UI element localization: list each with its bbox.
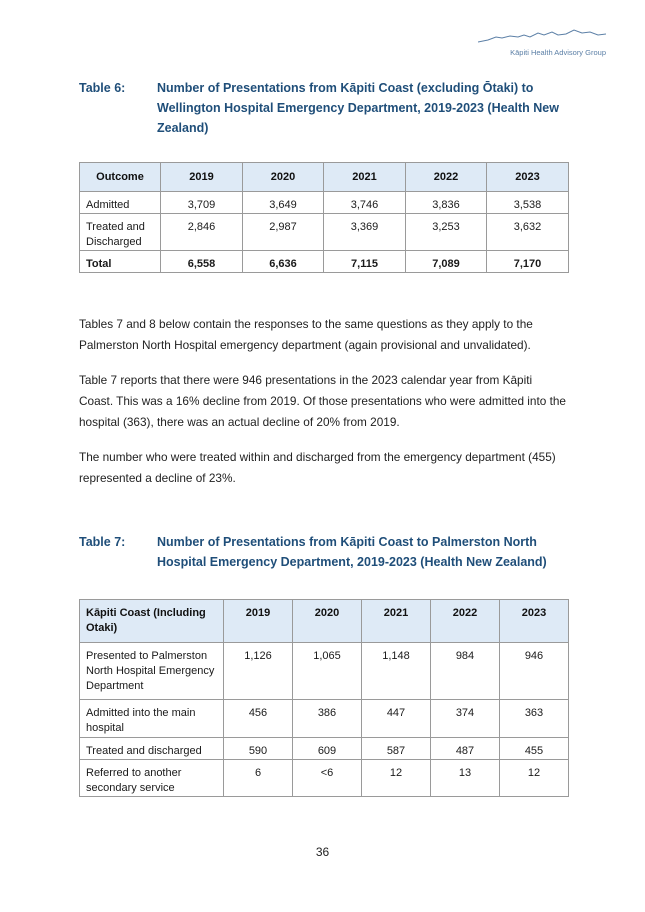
table-row-total <box>80 251 569 273</box>
column-header: 2021 <box>324 163 406 192</box>
row-label: Treated and Discharged <box>80 214 161 251</box>
table-cell: 7,170 <box>487 251 569 273</box>
table6-title: Number of Presentations from Kāpiti Coast (excluding Ōtaki) to Wellington Hospital Emergency Department, 2019-2023 (Health New Zealand) <box>157 81 559 135</box>
table-cell: 7,089 <box>406 251 487 273</box>
table-cell: 984 <box>431 643 500 700</box>
table-cell: 1,148 <box>362 643 431 700</box>
table-cell: 3,538 <box>487 192 569 214</box>
table6 <box>79 162 569 273</box>
table-cell: 946 <box>500 643 569 700</box>
table-cell: 447 <box>362 700 431 738</box>
table-row <box>80 643 569 700</box>
table-cell: 455 <box>500 738 569 760</box>
body-paragraph: Table 7 reports that there were 946 presentations in the 2023 calendar year from Kāpiti Coast. This was a 16% decline from 2019. Of those presentations who were admitted into the hospital (363), there was an actual decline of 20% from 2019. <box>79 373 566 429</box>
table-cell: 12 <box>500 760 569 797</box>
column-header: 2019 <box>224 600 293 643</box>
table7-label: Table 7: <box>79 535 126 549</box>
body-paragraph: The number who were treated within and discharged from the emergency department (455) represented a decline of 23%. <box>79 450 556 485</box>
table-cell: 3,649 <box>243 192 324 214</box>
mountain-line-icon <box>478 26 606 46</box>
table-cell: <6 <box>293 760 362 797</box>
table-row <box>80 760 569 797</box>
table-cell: 1,126 <box>224 643 293 700</box>
column-header: 2021 <box>362 600 431 643</box>
row-label: Presented to Palmerston North Hospital Emergency Department <box>80 643 224 700</box>
table-cell: 363 <box>500 700 569 738</box>
table-cell: 3,253 <box>406 214 487 251</box>
column-header: 2022 <box>406 163 487 192</box>
table6-label: Table 6: <box>79 81 126 95</box>
table-cell: 374 <box>431 700 500 738</box>
table-cell: 6,558 <box>161 251 243 273</box>
column-header: Outcome <box>80 163 161 192</box>
column-header: 2019 <box>161 163 243 192</box>
table-cell: 487 <box>431 738 500 760</box>
table-row <box>80 700 569 738</box>
page-number: 36 <box>315 845 330 859</box>
table-row <box>80 192 569 214</box>
body-paragraph: Tables 7 and 8 below contain the responses to the same questions as they apply to the Palmerston North Hospital emergency department (again provisional and unvalidated). <box>79 317 533 352</box>
table-cell: 456 <box>224 700 293 738</box>
table-cell: 3,369 <box>324 214 406 251</box>
row-label: Referred to another secondary service <box>80 760 224 797</box>
column-header: 2020 <box>243 163 324 192</box>
table-cell: 3,632 <box>487 214 569 251</box>
table-cell: 386 <box>293 700 362 738</box>
org-name: Kāpiti Health Advisory Group <box>510 48 606 57</box>
header-logo <box>478 26 606 60</box>
column-header: Kāpiti Coast (Including Otaki) <box>80 600 224 643</box>
table-cell: 1,065 <box>293 643 362 700</box>
table7-caption <box>79 532 569 572</box>
column-header: 2022 <box>431 600 500 643</box>
row-label: Treated and discharged <box>80 738 224 760</box>
table-cell: 6 <box>224 760 293 797</box>
row-label: Admitted <box>80 192 161 214</box>
row-label: Admitted into the main hospital <box>80 700 224 738</box>
table-cell: 2,987 <box>243 214 324 251</box>
column-header: 2023 <box>487 163 569 192</box>
table6-caption <box>79 78 569 138</box>
table7-title: Number of Presentations from Kāpiti Coast to Palmerston North Hospital Emergency Department, 2019-2023 (Health New Zealand) <box>157 535 547 569</box>
table-row <box>80 738 569 760</box>
table-cell: 3,709 <box>161 192 243 214</box>
table-row <box>80 214 569 251</box>
table-cell: 12 <box>362 760 431 797</box>
table-cell: 3,746 <box>324 192 406 214</box>
table-cell: 2,846 <box>161 214 243 251</box>
table-cell: 590 <box>224 738 293 760</box>
row-label: Total <box>80 251 161 273</box>
table-cell: 587 <box>362 738 431 760</box>
table-cell: 6,636 <box>243 251 324 273</box>
table-cell: 7,115 <box>324 251 406 273</box>
table-cell: 3,836 <box>406 192 487 214</box>
column-header: 2023 <box>500 600 569 643</box>
table-cell: 13 <box>431 760 500 797</box>
column-header: 2020 <box>293 600 362 643</box>
table-cell: 609 <box>293 738 362 760</box>
table7 <box>79 599 569 797</box>
